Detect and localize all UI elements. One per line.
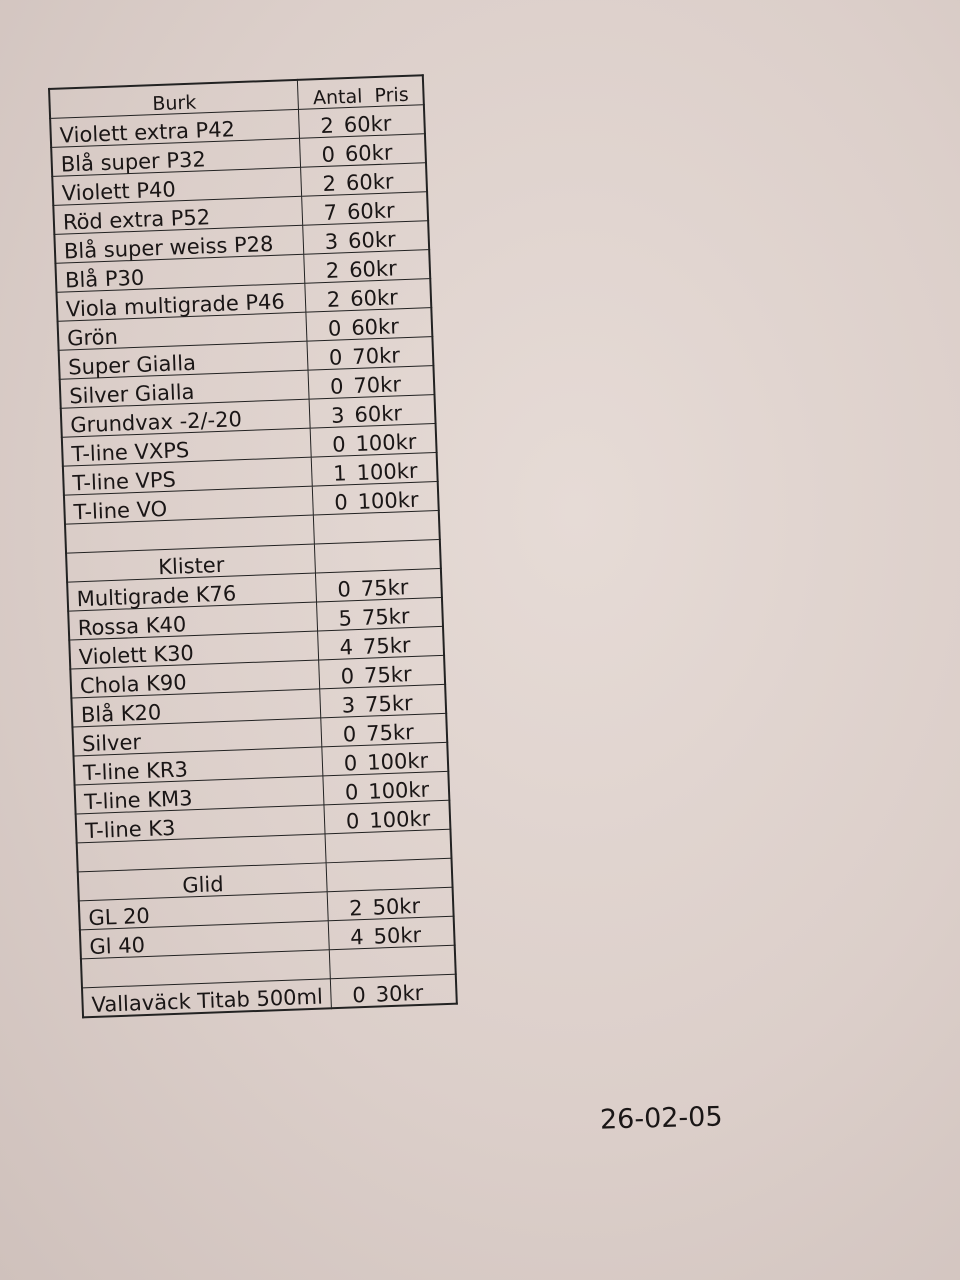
item-name: Violett K30 — [69, 631, 319, 669]
table-body — [49, 75, 457, 1017]
item-name: Multigrade K76 — [67, 573, 317, 611]
item-antal: 7 — [323, 200, 338, 225]
item-name: Blå super weiss P28 — [54, 225, 304, 263]
item-name: Vallaväck Titab 500ml — [82, 979, 332, 1018]
item-pris: 100kr — [367, 777, 430, 804]
item-pris: 70kr — [353, 372, 402, 398]
item-antal: 0 — [333, 490, 349, 515]
item-antal: 2 — [348, 896, 364, 921]
item-pris: 60kr — [344, 140, 393, 167]
item-pris: 100kr — [355, 429, 417, 456]
item-qty-price — [302, 192, 428, 226]
item-name: T-line VXPS — [62, 428, 312, 466]
item-antal: 4 — [349, 925, 365, 950]
item-name: GL 20 — [79, 892, 329, 930]
item-pris: 30kr — [375, 980, 424, 1007]
item-antal: 0 — [331, 432, 347, 457]
header-antal: Antal — [312, 85, 363, 110]
item-antal: 0 — [345, 809, 360, 834]
item-qty-price — [303, 221, 429, 255]
item-name: T-line VO — [64, 486, 314, 524]
item-qty-price — [308, 366, 434, 400]
item-antal: 0 — [329, 374, 344, 399]
item-name: Chola K90 — [70, 660, 320, 698]
inventory-sheet — [48, 74, 458, 1018]
item-qty-price — [301, 163, 427, 197]
item-pris: 75kr — [363, 662, 413, 688]
item-name: Super Gialla — [59, 341, 309, 379]
item-pris: 60kr — [345, 169, 394, 196]
item-pris: 60kr — [350, 314, 400, 341]
blank-cell — [314, 510, 440, 544]
item-name: Rossa K40 — [68, 602, 318, 640]
item-pris: 50kr — [373, 922, 422, 949]
item-pris: 60kr — [347, 227, 397, 254]
item-antal: 0 — [337, 577, 352, 602]
item-name: Blå super P32 — [51, 138, 301, 176]
item-name: Blå K20 — [71, 689, 321, 727]
item-qty-price — [312, 452, 438, 486]
item-qty-price — [318, 626, 444, 660]
item-qty-price — [309, 395, 435, 429]
item-pris: 60kr — [354, 401, 403, 427]
blank-cell — [315, 539, 441, 573]
header-antal-pris — [298, 75, 424, 109]
item-pris: 100kr — [356, 458, 418, 485]
item-qty-price — [331, 974, 457, 1008]
item-name: T-line KM3 — [75, 776, 325, 814]
item-pris: 100kr — [357, 487, 419, 514]
item-pris: 75kr — [362, 633, 411, 659]
item-pris: 75kr — [361, 604, 410, 630]
item-qty-price — [323, 771, 449, 805]
item-qty-price — [327, 887, 453, 921]
item-name: Röd extra P52 — [53, 196, 303, 234]
item-qty-price — [316, 568, 442, 602]
item-qty-price — [319, 655, 445, 689]
item-pris: 75kr — [365, 720, 415, 746]
item-name: Silver — [72, 718, 322, 756]
header-burk: Burk — [49, 80, 299, 119]
item-name: Blå P30 — [55, 254, 305, 292]
item-pris: 60kr — [349, 285, 399, 312]
item-pris: 60kr — [343, 111, 392, 138]
item-antal: 0 — [321, 142, 336, 168]
section-klister: Klister — [66, 544, 316, 582]
item-antal: 1 — [332, 461, 348, 486]
item-qty-price — [322, 742, 448, 776]
blank-cell — [326, 858, 452, 892]
item-name: Grundvax -2/-20 — [61, 399, 311, 437]
item-antal: 0 — [343, 751, 358, 776]
item-pris: 100kr — [368, 806, 431, 833]
item-qty-price — [306, 308, 432, 342]
item-antal: 0 — [351, 982, 367, 1008]
item-pris: 50kr — [372, 893, 421, 920]
item-qty-price — [307, 337, 433, 371]
item-pris: 75kr — [360, 575, 409, 601]
item-qty-price — [305, 279, 431, 313]
blank-cell — [325, 829, 451, 863]
item-antal: 3 — [324, 229, 339, 254]
item-pris: 75kr — [364, 691, 414, 717]
item-antal: 2 — [325, 258, 340, 283]
item-qty-price — [329, 916, 455, 950]
item-qty-price — [300, 134, 426, 168]
item-name: T-line K3 — [76, 805, 326, 843]
item-antal: 4 — [339, 635, 354, 660]
item-name: Grön — [58, 312, 308, 350]
item-name: T-line VPS — [63, 457, 313, 495]
item-antal: 2 — [326, 287, 341, 312]
item-qty-price — [320, 684, 446, 718]
item-antal: 0 — [328, 345, 343, 370]
item-pris: 60kr — [346, 198, 396, 225]
item-qty-price — [313, 481, 439, 515]
item-antal: 5 — [338, 606, 353, 631]
item-antal: 2 — [320, 113, 335, 139]
item-qty-price — [324, 800, 450, 834]
item-qty-price — [304, 250, 430, 284]
wax-inventory-table — [48, 74, 458, 1018]
item-antal: 2 — [322, 171, 337, 196]
item-name: T-line KR3 — [73, 747, 323, 785]
header-pris: Pris — [374, 83, 410, 108]
item-name: Viola multigrade P46 — [56, 283, 306, 321]
item-qty-price — [317, 597, 443, 631]
item-pris: 60kr — [348, 256, 398, 283]
item-pris: 70kr — [351, 343, 401, 370]
item-name: Violett extra P42 — [50, 109, 300, 147]
item-pris: 100kr — [366, 748, 429, 775]
item-antal: 0 — [344, 780, 359, 805]
item-qty-price — [321, 713, 447, 747]
item-antal: 0 — [340, 664, 355, 689]
item-name: Silver Gialla — [60, 370, 310, 408]
section-glid: Glid — [78, 863, 328, 901]
item-antal: 3 — [341, 693, 356, 718]
item-antal: 0 — [342, 722, 357, 747]
item-antal: 0 — [327, 316, 342, 341]
item-qty-price — [310, 424, 436, 458]
item-name: Gl 40 — [80, 921, 330, 959]
item-name: Violett P40 — [52, 167, 302, 205]
item-antal: 3 — [330, 403, 345, 428]
blank-cell — [330, 945, 456, 979]
item-qty-price — [299, 105, 425, 139]
date-label: 26-02-05 — [599, 1101, 723, 1136]
